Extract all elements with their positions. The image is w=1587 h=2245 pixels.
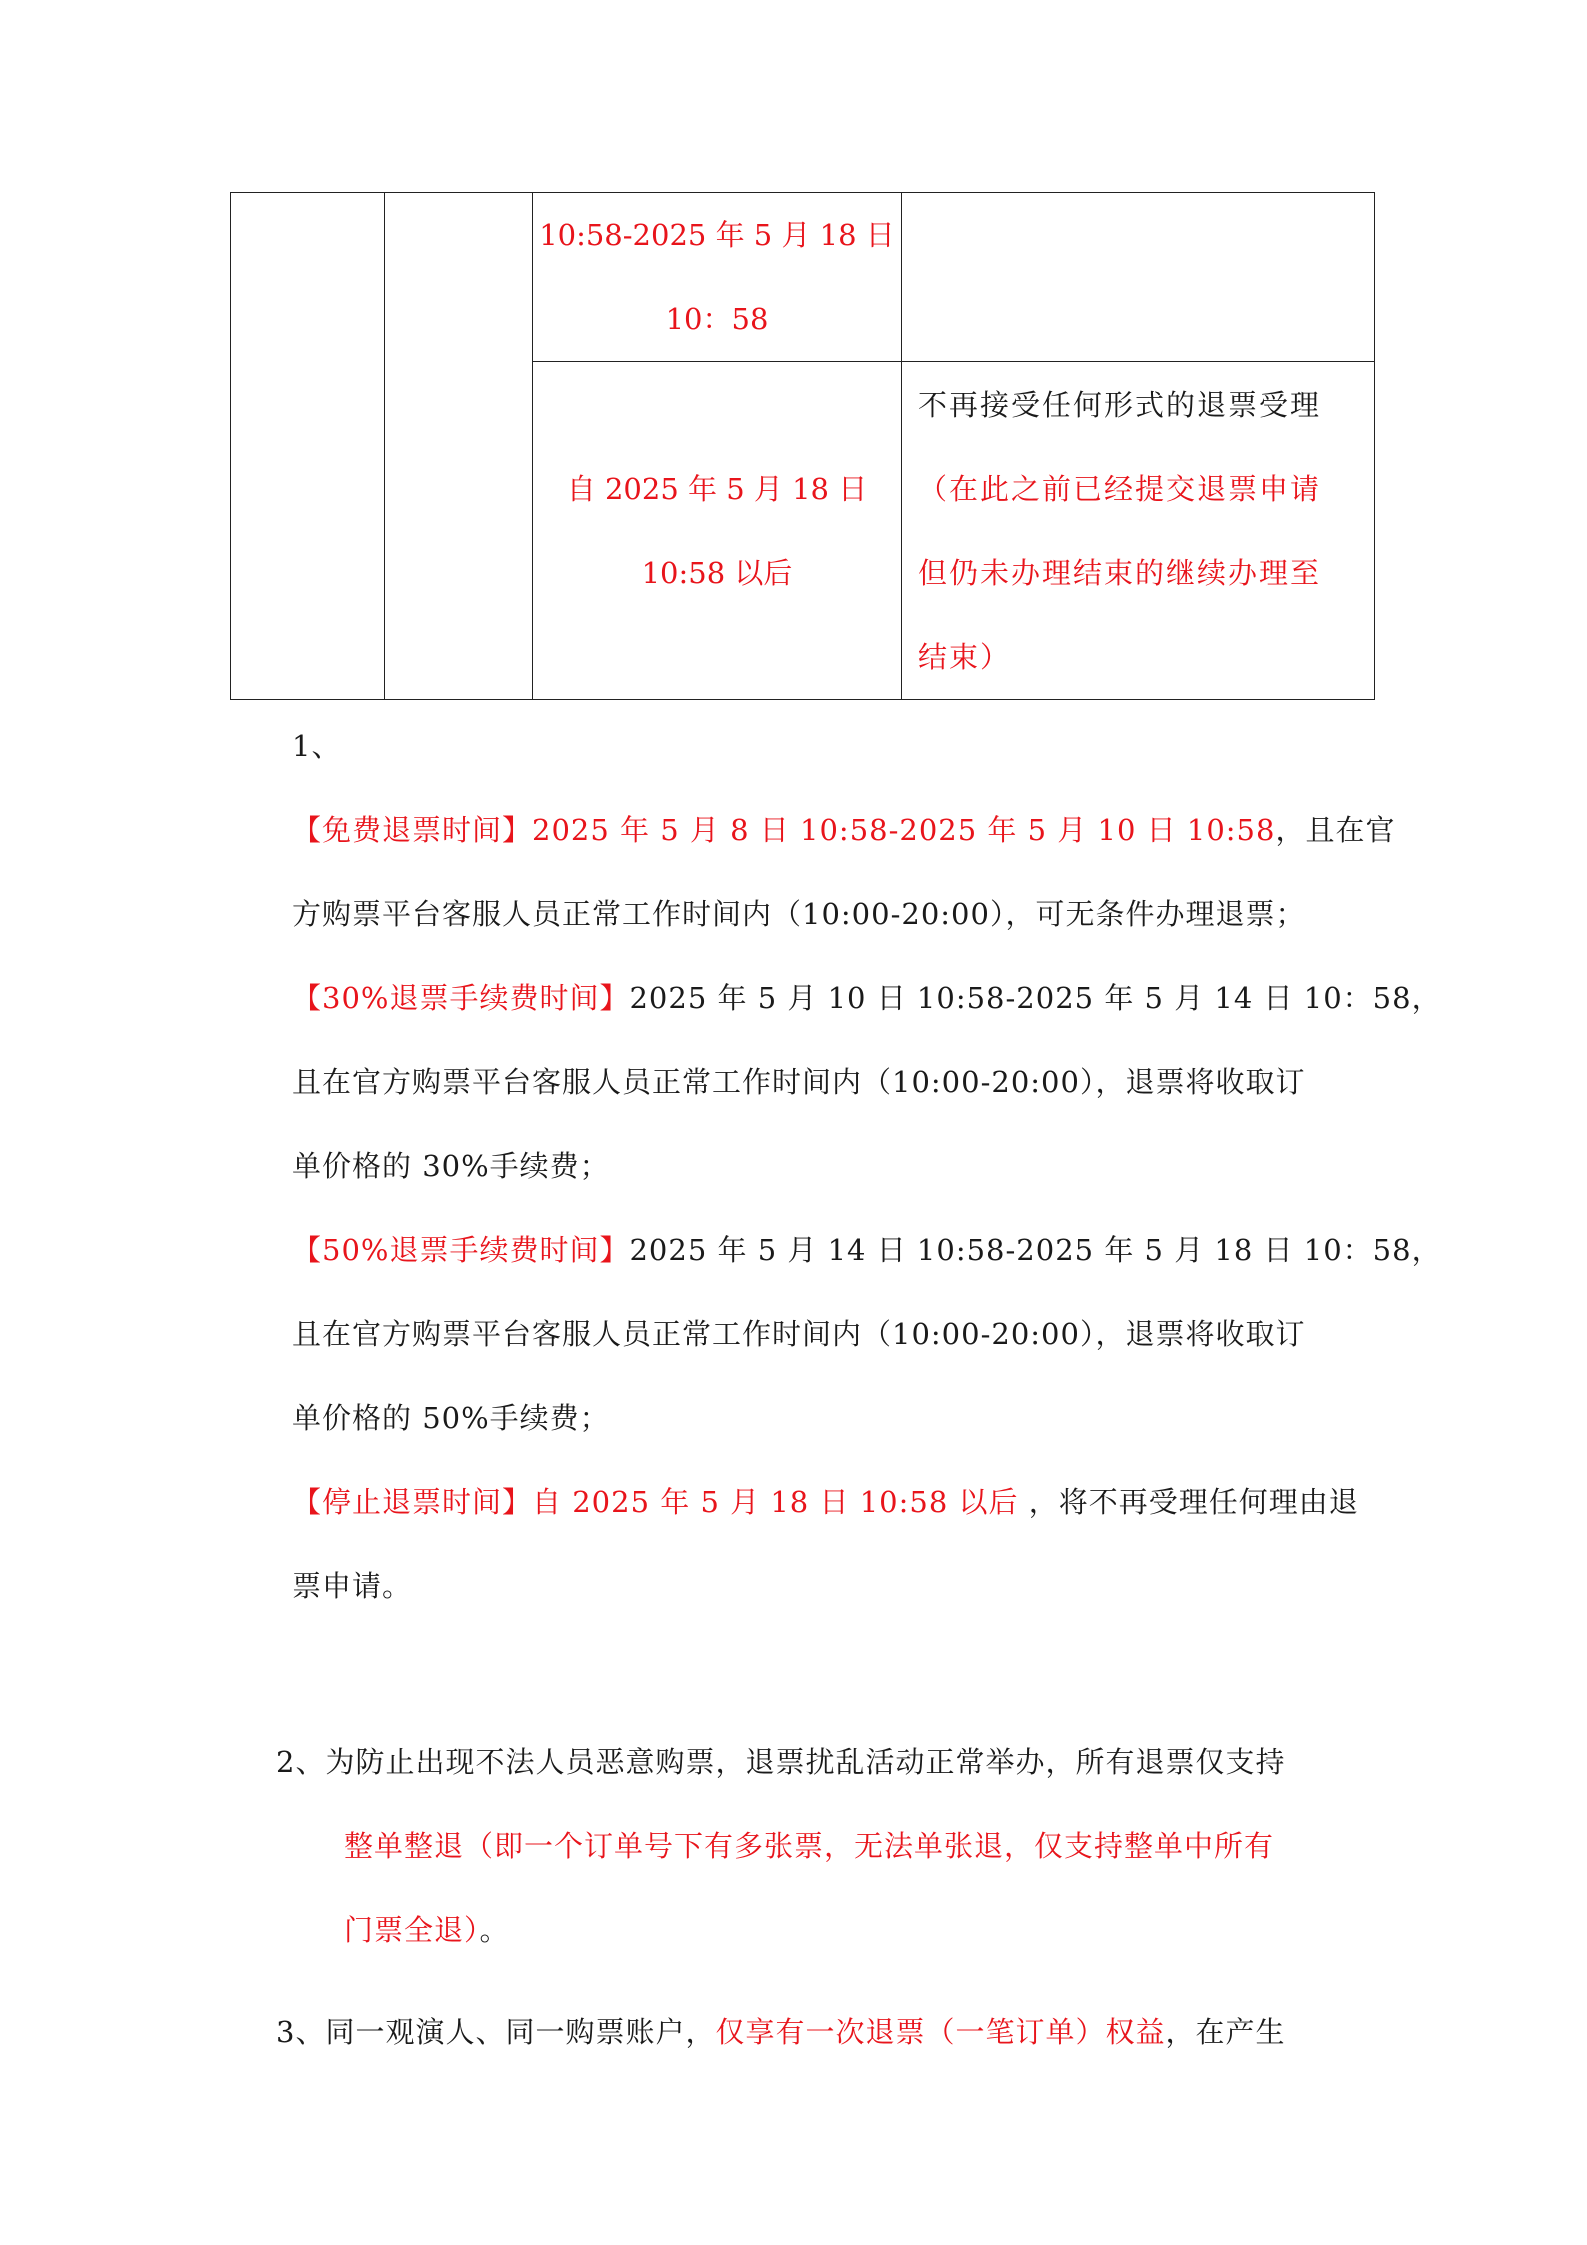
note-text-red: （在此之前已经提交退票申请 bbox=[918, 471, 1322, 506]
fee30-line bbox=[292, 956, 1442, 1040]
section-3 bbox=[276, 1990, 1366, 2074]
table-row bbox=[231, 193, 1375, 362]
fee30-label: 【30%退票手续费时间】 bbox=[292, 981, 630, 1015]
section-2-line-3-red: 门票全退） bbox=[344, 1913, 480, 1947]
fee50-label: 【50%退票手续费时间】 bbox=[292, 1233, 630, 1267]
fee50-tail: ， bbox=[1411, 1233, 1442, 1267]
section-2 bbox=[276, 1720, 1366, 1972]
stop-refund-tail: ，将不再受理任何理由退 bbox=[1018, 1485, 1359, 1519]
fee30-time: 2025 年 5 月 10 日 10:58-2025 年 5 月 14 日 10：58 bbox=[629, 981, 1412, 1015]
free-refund-line bbox=[292, 788, 1396, 872]
section-3-part-1: 3、同一观演人、同一购票账户， bbox=[276, 2015, 716, 2049]
time-text: 10:58 以后 bbox=[641, 555, 793, 590]
time-text: 自 2025 年 5 月 18 日 bbox=[566, 471, 868, 506]
stop-refund-time: 自 2025 年 5 月 18 日 10:58 以后 bbox=[532, 1485, 1019, 1519]
note-text-red: 结束） bbox=[918, 639, 1012, 674]
free-refund-tail: ，且在官 bbox=[1275, 813, 1396, 847]
table-cell-empty bbox=[231, 193, 385, 700]
section-2-line-3 bbox=[276, 1888, 1366, 1972]
table-cell-note bbox=[902, 193, 1375, 362]
stop-refund-label: 【停止退票时间】 bbox=[292, 1485, 533, 1519]
section-2-line-2: 整单整退（即一个订单号下有多张票，无法单张退，仅支持整单中所有 bbox=[344, 1829, 1275, 1863]
section-3-part-red: 仅享有一次退票（一笔订单）权益 bbox=[715, 2015, 1166, 2049]
free-refund-label: 【免费退票时间】 bbox=[292, 813, 533, 847]
fee30-tail: ， bbox=[1411, 981, 1442, 1015]
time-text: 10:58-2025 年 5 月 18 日 bbox=[539, 218, 895, 252]
fee50-time: 2025 年 5 月 14 日 10:58-2025 年 5 月 18 日 10：58 bbox=[629, 1233, 1412, 1267]
table-cell-time bbox=[533, 193, 902, 362]
table-cell-empty bbox=[385, 193, 533, 700]
fee50-line-2: 且在官方购票平台客服人员正常工作时间内（10:00-20:00），退票将收取订 bbox=[292, 1317, 1306, 1351]
stop-refund-line-2: 票申请。 bbox=[292, 1569, 413, 1603]
table-cell-note bbox=[902, 362, 1375, 700]
fee50-line-3: 单价格的 50%手续费； bbox=[292, 1401, 610, 1435]
section-2-line-1: 2、为防止出现不法人员恶意购票，退票扰乱活动正常举办，所有退票仅支持 bbox=[276, 1745, 1286, 1779]
section-3-part-2: ，在产生 bbox=[1165, 2015, 1286, 2049]
table-cell-time bbox=[533, 362, 902, 700]
free-refund-time: 2025 年 5 月 8 日 10:58-2025 年 5 月 10 日 10:58 bbox=[532, 813, 1276, 847]
refund-schedule-table bbox=[230, 192, 1375, 700]
fee30-line-2: 且在官方购票平台客服人员正常工作时间内（10:00-20:00），退票将收取订 bbox=[292, 1065, 1306, 1099]
stop-refund-line bbox=[292, 1460, 1359, 1544]
section-number: 1、 bbox=[292, 729, 342, 763]
note-text-red: 但仍未办理结束的继续办理至 bbox=[918, 555, 1322, 590]
section-3-line-1 bbox=[276, 1990, 1366, 2074]
time-text: 10：58 bbox=[665, 302, 769, 336]
section-1 bbox=[292, 704, 1442, 1628]
fee50-line bbox=[292, 1208, 1442, 1292]
section-2-line-3-tail: 。 bbox=[479, 1913, 510, 1947]
free-refund-line-2: 方购票平台客服人员正常工作时间内（10:00-20:00），可无条件办理退票； bbox=[292, 897, 1306, 931]
fee30-line-3: 单价格的 30%手续费； bbox=[292, 1149, 610, 1183]
note-text: 不再接受任何形式的退票受理 bbox=[918, 387, 1322, 422]
